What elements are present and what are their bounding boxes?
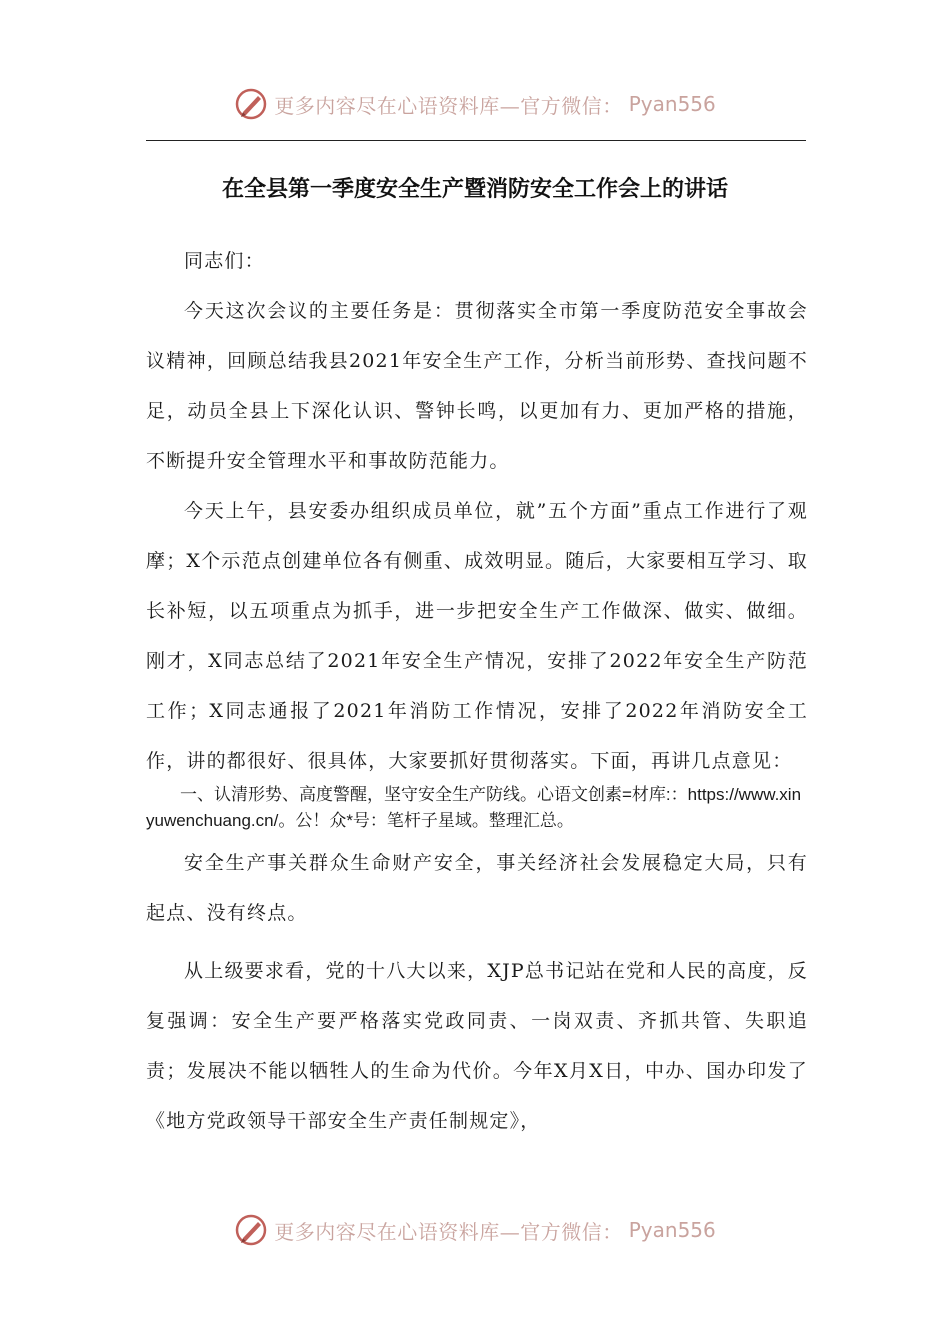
body-paragraph: 安全生产事关群众生命财产安全，事关经济社会发展稳定大局，只有起点、没有终点。 [146, 852, 808, 924]
document-body [146, 236, 808, 1146]
document-title: 在全县第一季度安全生产暨消防安全工作会上的讲话 [221, 177, 728, 202]
watermark-handle: Pyan556 [628, 92, 716, 116]
pen-logo-icon [234, 1213, 268, 1247]
watermark-text: 更多内容尽在心语资料库—官方微信： [274, 1219, 623, 1244]
salutation: 同志们： [184, 250, 265, 272]
body-paragraph: 今天这次会议的主要任务是：贯彻落实全市第一季度防范安全事故会议精神，回顾总结我县2021年安全生产工作，分析当前形势、查找问题不足，动员全县上下深化认识、警钟长鸣，以更加有力、更加严格的措施，不断提升安全管理水平和事故防范能力。 [146, 300, 808, 472]
pen-logo-icon [234, 87, 268, 121]
footer-watermark [0, 1208, 950, 1252]
watermark-text: 更多内容尽在心语资料库—官方微信： [274, 93, 623, 118]
header-watermark [0, 82, 950, 126]
body-paragraph: 从上级要求看，党的十八大以来，XJP总书记站在党和人民的高度，反复强调：安全生产要严格落实党政同责、一岗双责、齐抓共管、失职追责；发展决不能以牺牲人的生命为代价。今年X月X日，中办、国办印发了《地方党政领导干部安全生产责任制规定》， [146, 960, 808, 1132]
section-heading: 一、认清形势、高度警醒，坚守安全生产防线。心语文创素=材库:：https://www.xinyuwenchuang.cn/。公！众*号：笔杆子星域。整理汇总。 [146, 785, 802, 830]
watermark-handle: Pyan556 [628, 1218, 716, 1242]
body-paragraph: 今天上午，县安委办组织成员单位，就”五个方面”重点工作进行了观摩；X个示范点创建单位各有侧重、成效明显。随后，大家要相互学习、取长补短，以五项重点为抓手，进一步把安全生产工作做深、做实、做细。刚才，X同志总结了2021年安全生产情况，安排了2022年安全生产防范工作；X同志通报了2021年消防工作情况，安排了2022年消防安全工作，讲的都很好、很具体，大家要抓好贯彻落实。下面，再讲几点意见： [146, 500, 808, 772]
header-rule [146, 140, 806, 141]
